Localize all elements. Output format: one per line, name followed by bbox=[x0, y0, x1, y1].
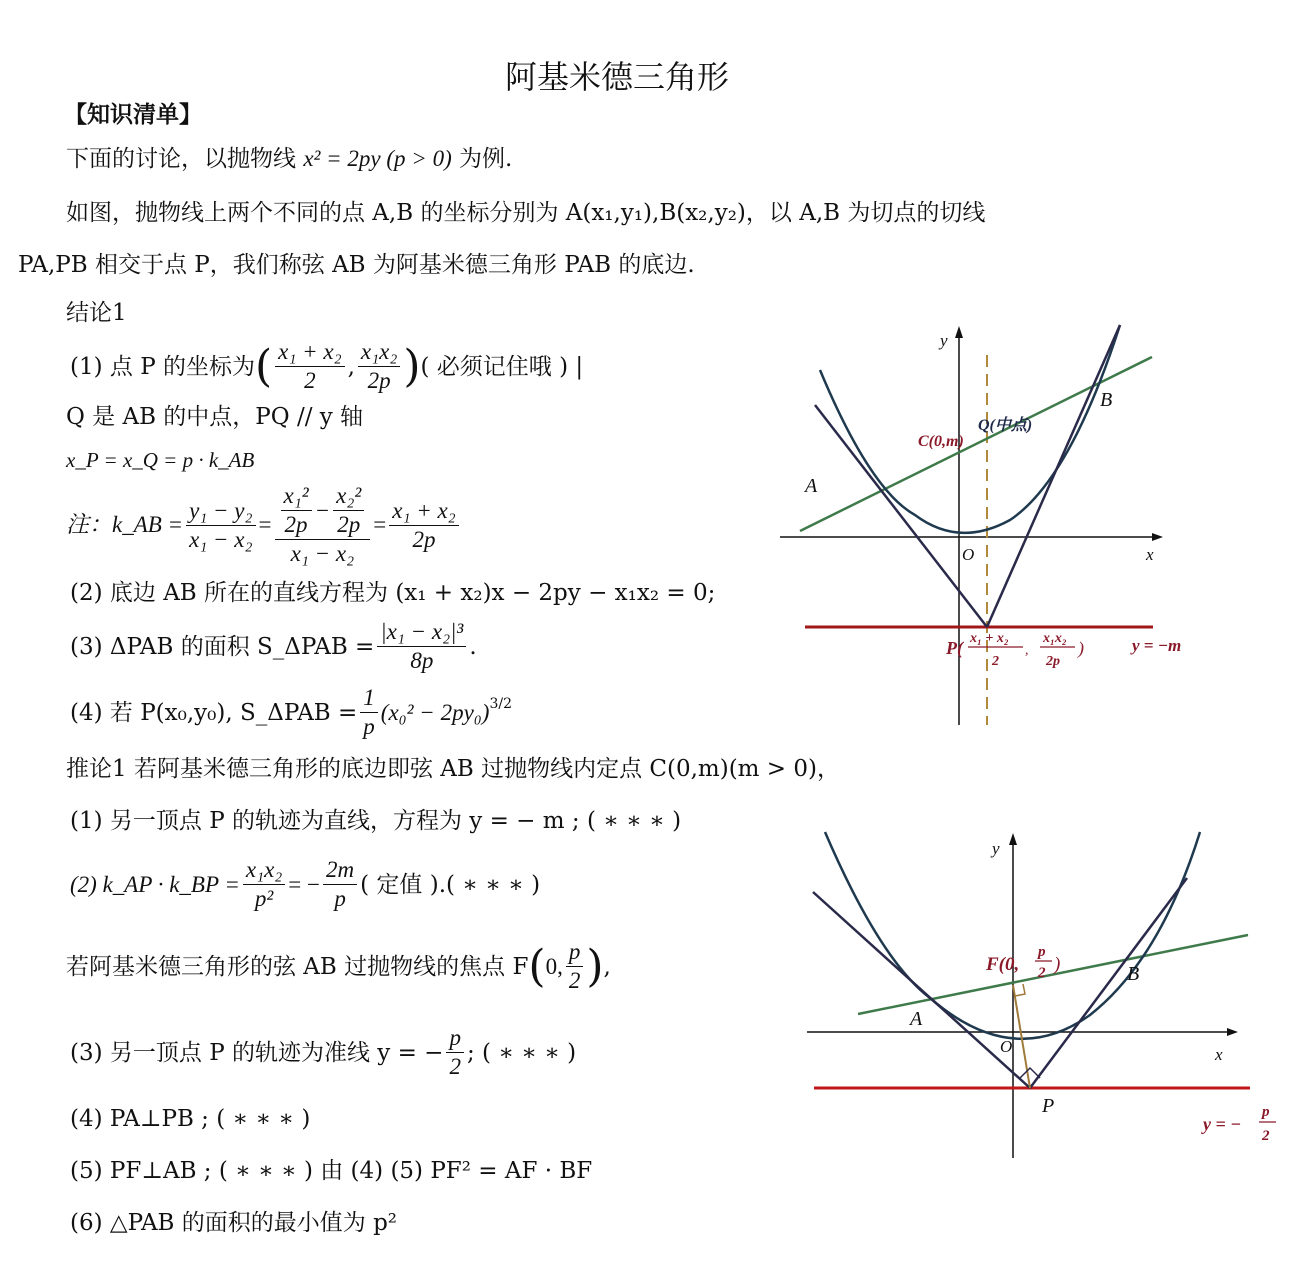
right-angle-p-icon bbox=[1020, 1068, 1040, 1078]
conclusion-item-4: (4) 若 P(x₀,y₀), S_ΔPAB = $\frac{1}{p}$ (x₀² − 2py₀) $^{3/2}$ bbox=[70, 685, 512, 739]
segment-pf bbox=[1013, 985, 1030, 1088]
focus-line: 若阿基米德三角形的弦 AB 过抛物线的焦点 F ( 0, $\frac{p}{2}$ ) , bbox=[66, 939, 611, 993]
label-p-num1: x₁ + x₂ bbox=[970, 631, 1009, 646]
label-origin: O bbox=[1000, 1037, 1013, 1056]
corollary-item-4: (4) PA⊥PB ; ( ∗ ∗ ∗ ) bbox=[70, 1106, 311, 1132]
conclusion-item-3: (3) ΔPAB 的面积 S_ΔPAB = $\frac{\text{|x₁ − x₂|³}}{8p}$ . bbox=[70, 619, 477, 673]
corollary-heading: 推论1 若阿基米德三角形的底边即弦 AB 过抛物线内定点 C(0,m)(m > 0)， bbox=[66, 756, 840, 782]
corollary-item-5: (5) PF⊥AB ; ( ∗ ∗ ∗ ) 由 (4) (5) PF² = AF · BF bbox=[70, 1158, 593, 1184]
label-q: Q(中点) bbox=[978, 417, 1033, 434]
tangent-pb bbox=[987, 325, 1120, 627]
conclusion-item-2: (2) 底边 AB 所在的直线方程为 (x₁ + x₂)x − 2py − x₁x₂ = 0; bbox=[70, 580, 716, 606]
label-p-den1: 2 bbox=[992, 654, 999, 669]
label-directrix: y = − bbox=[1203, 1114, 1242, 1134]
intro-line-3: PA,PB 相交于点 P，我们称弦 AB 为阿基米德三角形 PAB 的底边. bbox=[18, 252, 695, 278]
corollary-item-2: (2) k_AP · k_BP = $\frac{\text{x₁x₂}}{\text{p²}}$ = − $\frac{2m}{p}$ ( 定值 ).( ∗ ∗ ∗ ) bbox=[70, 857, 541, 911]
label-a: A bbox=[805, 475, 818, 497]
tangent-pa bbox=[813, 892, 1030, 1088]
svg-text:): ) bbox=[1078, 638, 1084, 658]
svg-text:): ) bbox=[1054, 954, 1061, 975]
label-y: y bbox=[992, 839, 1000, 858]
label-x: x bbox=[1215, 1045, 1223, 1064]
conclusion-heading: 结论1 bbox=[66, 300, 127, 326]
label-c: C(0,m) bbox=[918, 433, 964, 450]
label-origin: O bbox=[962, 545, 975, 564]
section-header: 【知识清单】 bbox=[64, 102, 202, 128]
corollary-item-1: (1) 另一顶点 P 的轨迹为直线，方程为 y = − m ; ( ∗ ∗ ∗ ) bbox=[70, 808, 682, 834]
label-directrix-den: 2 bbox=[1262, 1128, 1270, 1144]
xp-line: x_P = x_Q = p · k_AB bbox=[66, 448, 255, 472]
label-p: P bbox=[1042, 1095, 1055, 1117]
label-f: F(0, bbox=[986, 954, 1020, 975]
intro-line-2: 如图，抛物线上两个不同的点 A,B 的坐标分别为 A(x₁,y₁),B(x₂,y₂)，以 A,B 为切点的切线 bbox=[66, 200, 986, 226]
y-axis-arrow-icon bbox=[1009, 833, 1017, 845]
label-f-den: 2 bbox=[1038, 965, 1046, 981]
x-axis-arrow-icon bbox=[1152, 533, 1163, 541]
label-f-num: p bbox=[1038, 944, 1046, 960]
label-directrix-num: p bbox=[1262, 1104, 1270, 1120]
figure-archimedes-triangle-focus bbox=[790, 820, 1280, 1170]
label-y: y bbox=[940, 331, 948, 350]
label-line-y-neg-m: y = −m bbox=[1132, 636, 1182, 655]
x-axis-arrow-icon bbox=[1227, 1028, 1238, 1036]
intro-line-1: 下面的讨论，以抛物线 x² = 2py (p > 0) 为例. bbox=[66, 146, 513, 172]
label-p-num2: x₁x₂ bbox=[1043, 631, 1067, 646]
label-p-den2: 2p bbox=[1046, 654, 1060, 669]
label-x: x bbox=[1146, 545, 1154, 564]
label-b: B bbox=[1100, 389, 1113, 411]
corollary-item-6: (6) △PAB 的面积的最小值为 p² bbox=[70, 1210, 398, 1236]
page-title: 阿基米德三角形 bbox=[505, 58, 730, 96]
chord-ab bbox=[858, 935, 1248, 1014]
conclusion-item-1: (1) 点 P 的坐标为 ( $\frac{\text{x₁ + x₂}}{2}$ , $\frac{\text{x₁x₂}}{2p}$ ) ( 必须记住哦 ) | bbox=[70, 339, 584, 393]
label-a: A bbox=[910, 1008, 923, 1030]
corollary-item-3: (3) 另一顶点 P 的轨迹为准线 y = − $\frac{p}{2}$ ; ( ∗ ∗ ∗ ) bbox=[70, 1025, 577, 1079]
svg-text:,: , bbox=[1025, 643, 1029, 658]
slope-note: 注：k_AB = $\frac{\text{y₁ − y₂}}{\text{x₁ − x₂}}$ = $\frac{\text{x₁²}}{2p}$ − $\frac{\text{x₂²}}{2p}$ x₁ − x₂ = $\frac{\text{x₁ + x₂}}{2p}$ bbox=[66, 482, 462, 568]
right-angle-f-icon bbox=[1015, 984, 1025, 996]
y-axis-arrow-icon bbox=[955, 326, 963, 338]
q-midpoint-line: Q 是 AB 的中点，PQ // y 轴 bbox=[66, 404, 364, 430]
tangent-pb bbox=[1030, 878, 1187, 1088]
label-b: B bbox=[1127, 963, 1140, 985]
label-p: P( bbox=[946, 638, 963, 658]
figure-archimedes-triangle-general bbox=[780, 320, 1220, 740]
